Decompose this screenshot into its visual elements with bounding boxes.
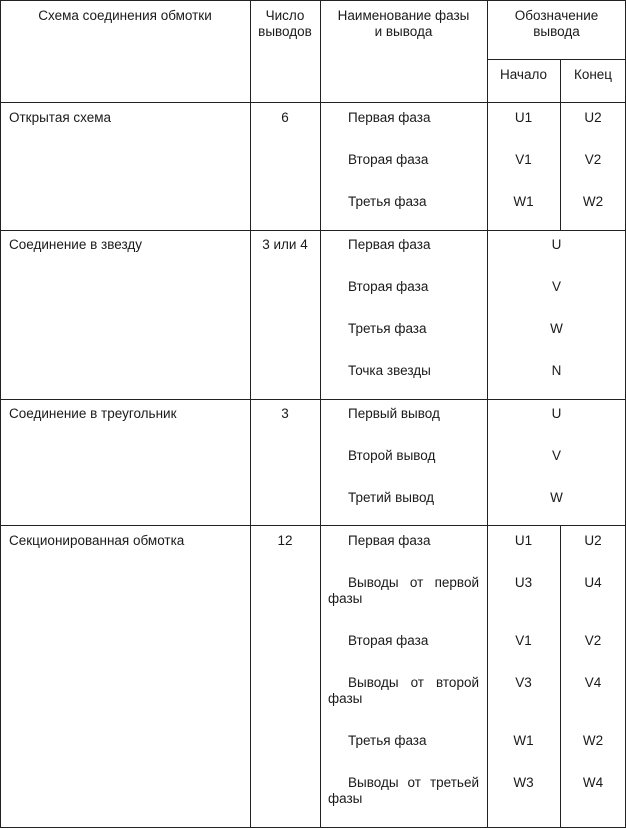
- star-phase2-name: Вторая фаза: [348, 279, 429, 294]
- row-divider-open: [0, 230, 626, 231]
- sectioned-leads1-name-line2: фазы: [328, 591, 363, 606]
- header-end: Конец: [573, 67, 613, 82]
- sectioned-leads2-start: V3: [515, 675, 532, 690]
- sectioned-phase1-name: Первая фаза: [348, 533, 431, 548]
- sectioned-phase2-end: V2: [584, 633, 602, 648]
- sectioned-count: 12: [277, 533, 293, 548]
- star-scheme-label: Соединение в звезду: [9, 237, 142, 252]
- delta-lead3-name: Третий вывод: [348, 490, 435, 505]
- open-phase2-end: V2: [584, 152, 602, 167]
- sectioned-leads3-name-line2: фазы: [328, 791, 363, 806]
- header-subrule: [488, 59, 626, 60]
- sectioned-leads2-end: V4: [584, 675, 602, 690]
- open-phase3-start: W1: [513, 194, 534, 209]
- sectioned-leads1-end: U4: [584, 575, 602, 590]
- delta-lead2-name: Второй вывод: [348, 448, 436, 463]
- open-phase1-end: U2: [584, 110, 602, 125]
- header-name-line2: и вывода: [374, 24, 433, 39]
- sectioned-phase3-name: Третья фаза: [348, 733, 427, 748]
- header-start: Начало: [499, 67, 548, 82]
- open-phase3-name: Третья фаза: [348, 194, 427, 209]
- star-phase3-name: Третья фаза: [348, 321, 427, 336]
- open-phase2-name: Вторая фаза: [348, 152, 429, 167]
- sectioned-leads2-name-line2: фазы: [328, 691, 363, 706]
- header-bottom-rule: [0, 102, 626, 103]
- star-phase3-code: W: [550, 321, 563, 336]
- sectioned-scheme-label: Секционированная обмотка: [9, 533, 185, 548]
- open-phase1-start: U1: [514, 110, 533, 125]
- sectioned-phase3-end: W2: [582, 733, 604, 748]
- delta-count: 3: [281, 406, 289, 421]
- sectioned-phase1-end: U2: [584, 533, 602, 548]
- star-phase2-code: V: [551, 279, 561, 294]
- open-phase1-name: Первая фаза: [348, 110, 431, 125]
- star-point-code: N: [551, 363, 562, 378]
- delta-lead2-code: V: [551, 448, 561, 463]
- sectioned-leads1-name-line1: Выводы от первой: [348, 575, 479, 590]
- row-divider-delta: [0, 525, 626, 526]
- header-count-line2: выводов: [258, 24, 312, 39]
- sectioned-phase2-start: V1: [515, 633, 532, 648]
- open-count: 6: [281, 110, 289, 125]
- table-border-left: [0, 0, 1, 828]
- header-name-line1: Наименование фазы: [337, 8, 470, 23]
- open-phase3-end: W2: [582, 194, 604, 209]
- delta-lead3-code: W: [550, 490, 563, 505]
- delta-lead1-name: Первый вывод: [348, 406, 440, 421]
- header-count-line1: Число: [265, 8, 305, 23]
- sectioned-leads3-end: W4: [582, 775, 604, 790]
- star-count: 3 или 4: [262, 237, 308, 252]
- delta-lead1-code: U: [551, 406, 562, 421]
- table-border-bottom: [0, 827, 626, 828]
- sectioned-leads3-name-line1: Выводы от третьей: [348, 775, 479, 790]
- sectioned-phase3-start: W1: [513, 733, 534, 748]
- sectioned-leads3-start: W3: [513, 775, 534, 790]
- sectioned-phase2-name: Вторая фаза: [348, 633, 429, 648]
- open-phase2-start: V1: [515, 152, 532, 167]
- sectioned-leads1-start: U3: [514, 575, 533, 590]
- star-phase1-code: U: [551, 237, 562, 252]
- col-divider-2: [320, 0, 321, 828]
- open-scheme-label: Открытая схема: [9, 110, 112, 125]
- table-border-top: [0, 0, 626, 1]
- delta-scheme-label: Соединение в треугольник: [9, 406, 177, 421]
- header-scheme: Схема соединения обмотки: [38, 8, 212, 23]
- sectioned-leads2-name-line1: Выводы от второй: [348, 675, 479, 690]
- header-designation-line1: Обозначение: [514, 8, 599, 23]
- row-divider-star: [0, 399, 626, 400]
- star-phase1-name: Первая фаза: [348, 237, 431, 252]
- star-point-name: Точка звезды: [348, 363, 431, 378]
- sectioned-phase1-start: U1: [514, 533, 533, 548]
- header-designation-line2: вывода: [533, 24, 580, 39]
